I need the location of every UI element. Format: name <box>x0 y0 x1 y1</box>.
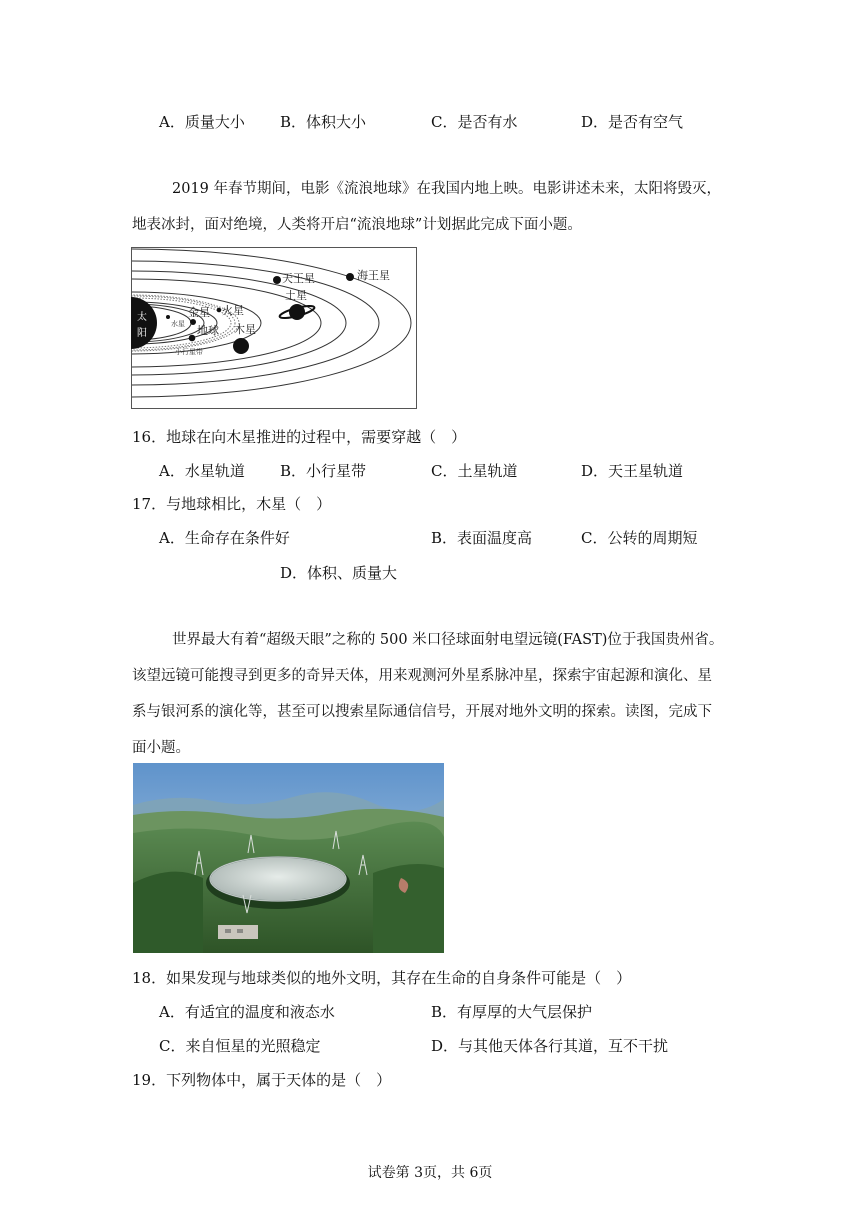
q16-option-c: C．土星轨道 <box>431 462 518 480</box>
q15-option-b: B．体积大小 <box>280 113 367 131</box>
q19-stem: 19．下列物体中，属于天体的是（ ） <box>132 1071 392 1089</box>
jupiter-dot <box>233 338 249 354</box>
asteroid-belt-label: 小行星带 <box>175 348 203 356</box>
venus-label: 金星 <box>188 306 210 319</box>
saturn-label: 土星 <box>285 289 307 302</box>
q17-option-d: D．体积、质量大 <box>280 564 398 582</box>
mercury-dot <box>166 315 170 319</box>
earth-dot <box>189 335 196 342</box>
mercury-label: 水星 <box>171 320 185 328</box>
sun-label-2: 阳 <box>137 328 147 339</box>
mars-dot <box>217 308 222 313</box>
neptune-label: 海王星 <box>357 269 390 282</box>
q17-option-b: B．表面温度高 <box>431 529 533 547</box>
q18-option-d: D．与其他天体各行其道，互不干扰 <box>431 1037 669 1055</box>
q16-option-a: A．水星轨道 <box>159 462 245 480</box>
saturn-dot <box>289 304 305 320</box>
passage1-line1: 2019 年春节期间，电影《流浪地球》在我国内地上映。电影讲述未来，太阳将毁灭， <box>172 181 722 197</box>
page-footer: 试卷第 3页，共 6页 <box>367 1165 493 1181</box>
mars-label: 火星 <box>222 304 244 317</box>
q15-option-c: C．是否有水 <box>431 113 518 131</box>
fast-telescope-photo <box>133 763 444 953</box>
q18-option-b: B．有厚厚的大气层保护 <box>431 1003 593 1021</box>
q18-stem: 18．如果发现与地球类似的地外文明，其存在生命的自身条件可能是（ ） <box>132 969 632 987</box>
jupiter-label: 木星 <box>234 323 256 336</box>
q16-option-b: B．小行星带 <box>280 462 367 480</box>
passage2-line3: 系与银河系的演化等，甚至可以搜索星际通信信号，开展对地外文明的探索。读图，完成下 <box>132 704 712 720</box>
passage2-line1: 世界最大有着“超级天眼”之称的 500 米口径球面射电望远镜(FAST)位于我国贵州省。 <box>172 632 724 648</box>
q17-option-c: C．公转的周期短 <box>581 529 698 547</box>
passage1-line2: 地表冰封，面对绝境，人类将开启“流浪地球”计划据此完成下面小题。 <box>132 217 582 233</box>
q15-option-d: D．是否有空气 <box>581 113 684 131</box>
venus-dot <box>190 319 196 325</box>
earth-label: 地球 <box>197 324 219 337</box>
passage2-line2: 该望远镜可能搜寻到更多的奇异天体，用来观测河外星系脉冲星，探索宇宙起源和演化、星 <box>132 668 712 684</box>
q15-option-a: A．质量大小 <box>159 113 245 131</box>
uranus-dot <box>273 276 281 284</box>
q17-stem: 17．与地球相比，木星（ ） <box>132 495 332 513</box>
uranus-label: 天王星 <box>282 272 315 285</box>
q18-option-a: A．有适宜的温度和液态水 <box>159 1003 335 1021</box>
q16-option-d: D．天王星轨道 <box>581 462 684 480</box>
q17-option-a: A．生命存在条件好 <box>159 529 290 547</box>
q18-option-c: C．来自恒星的光照稳定 <box>159 1037 321 1055</box>
passage2-line4: 面小题。 <box>132 740 190 756</box>
neptune-dot <box>346 273 354 281</box>
q16-stem: 16．地球在向木星推进的过程中，需要穿越（ ） <box>132 428 467 446</box>
solar-system-figure <box>131 247 417 409</box>
sun-label-1: 太 <box>137 312 147 323</box>
